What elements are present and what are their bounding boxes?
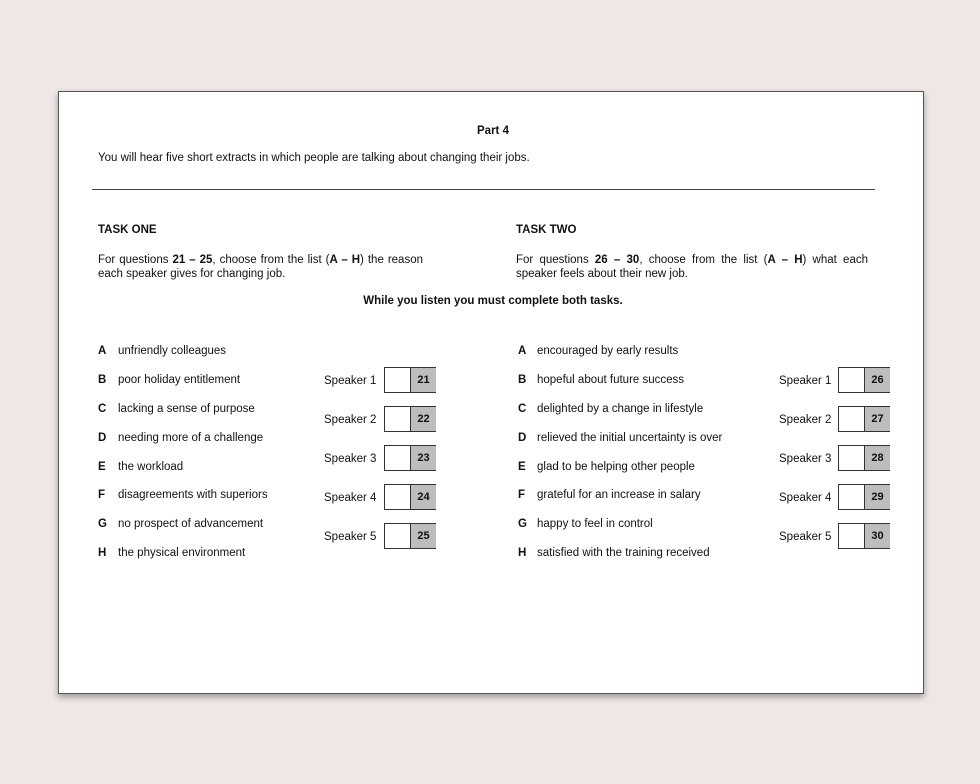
answer-box[interactable] xyxy=(384,445,436,471)
option-text: glad to be helping other people xyxy=(537,461,695,473)
option-text: delighted by a change in lifestyle xyxy=(537,403,704,415)
option-text: unfriendly colleagues xyxy=(118,345,227,357)
speaker-label: Speaker 1 xyxy=(324,375,377,387)
speaker-label: Speaker 4 xyxy=(324,492,377,504)
option-text: the physical environment xyxy=(118,547,246,559)
answer-box[interactable] xyxy=(384,367,436,393)
question-number: 21 xyxy=(410,368,436,392)
option-text: lacking a sense of purpose xyxy=(118,403,255,415)
speaker-label: Speaker 5 xyxy=(779,531,832,543)
task-two-text-mid: , choose from the list ( xyxy=(639,254,768,266)
exam-sheet xyxy=(58,91,924,694)
option-text: poor holiday entitlement xyxy=(118,374,241,386)
answer-box[interactable] xyxy=(384,406,436,432)
task-one-text-suffix: ) the reason each speaker gives for changing job. xyxy=(98,254,423,280)
option-text: no prospect of advancement xyxy=(118,518,264,530)
question-number: 22 xyxy=(410,407,436,431)
task-one-letter-range: A – H xyxy=(329,254,361,266)
option-text: hopeful about future success xyxy=(537,374,685,386)
answer-box[interactable] xyxy=(838,406,890,432)
option-letter: E xyxy=(518,461,526,473)
option-letter: C xyxy=(518,403,527,415)
answer-box[interactable] xyxy=(838,484,890,510)
task-two-question-range: 26 – 30 xyxy=(594,254,640,266)
option-letter: E xyxy=(98,461,106,473)
speaker-label: Speaker 5 xyxy=(324,531,377,543)
option-letter: D xyxy=(518,432,527,444)
option-text: disagreements with superiors xyxy=(118,489,268,501)
answer-input[interactable] xyxy=(839,368,864,392)
option-letter: A xyxy=(98,345,107,357)
option-letter: A xyxy=(518,345,527,357)
option-letter: D xyxy=(98,432,107,444)
answer-input[interactable] xyxy=(839,485,864,509)
speaker-label: Speaker 3 xyxy=(779,453,832,465)
question-number: 23 xyxy=(410,446,436,470)
answer-input[interactable] xyxy=(385,485,410,509)
option-text: satisfied with the training received xyxy=(537,547,710,559)
option-text: needing more of a challenge xyxy=(118,432,264,444)
task-two-text-suffix: ) what each speaker feels about their new job. xyxy=(516,254,868,280)
task-two-instructions xyxy=(516,254,868,281)
answer-box[interactable] xyxy=(838,367,890,393)
speaker-label: Speaker 3 xyxy=(324,453,377,465)
speaker-label: Speaker 1 xyxy=(779,375,832,387)
answer-box[interactable] xyxy=(838,523,890,549)
question-number: 25 xyxy=(410,524,436,548)
task-one-question-range: 21 – 25 xyxy=(172,254,213,266)
answer-input[interactable] xyxy=(385,407,410,431)
question-number: 27 xyxy=(864,407,890,431)
task-two-title: TASK TWO xyxy=(516,224,577,236)
intro-text: You will hear five short extracts in which people are talking about changing their jobs. xyxy=(98,152,530,164)
option-text: the workload xyxy=(118,461,184,473)
task-one-text-mid: , choose from the list ( xyxy=(212,254,330,266)
answer-input[interactable] xyxy=(839,524,864,548)
option-text: grateful for an increase in salary xyxy=(537,489,701,501)
answer-box[interactable] xyxy=(384,484,436,510)
option-letter: B xyxy=(98,374,107,386)
question-number: 29 xyxy=(864,485,890,509)
speaker-label: Speaker 4 xyxy=(779,492,832,504)
option-letter: H xyxy=(98,547,107,559)
answer-input[interactable] xyxy=(385,524,410,548)
answer-box[interactable] xyxy=(838,445,890,471)
answer-box[interactable] xyxy=(384,523,436,549)
option-letter: F xyxy=(98,489,106,501)
divider-line xyxy=(92,189,875,190)
option-letter: C xyxy=(98,403,107,415)
answer-input[interactable] xyxy=(385,446,410,470)
option-text: happy to feel in control xyxy=(537,518,653,530)
speaker-label: Speaker 2 xyxy=(324,414,377,426)
task-one-text-prefix: For questions xyxy=(98,254,173,266)
question-number: 30 xyxy=(864,524,890,548)
task-one-instructions xyxy=(98,254,423,281)
question-number: 28 xyxy=(864,446,890,470)
speaker-label: Speaker 2 xyxy=(779,414,832,426)
answer-input[interactable] xyxy=(385,368,410,392)
question-number: 24 xyxy=(410,485,436,509)
task-one-title: TASK ONE xyxy=(98,224,157,236)
option-letter: B xyxy=(518,374,527,386)
option-letter: G xyxy=(98,518,107,530)
option-letter: H xyxy=(518,547,527,559)
part-title: Part 4 xyxy=(477,125,509,137)
task-two-text-prefix: For questions xyxy=(516,254,595,266)
option-text: encouraged by early results xyxy=(537,345,679,357)
task-two-letter-range: A – H xyxy=(767,254,803,266)
answer-input[interactable] xyxy=(839,446,864,470)
option-text: relieved the initial uncertainty is over xyxy=(537,432,723,444)
answer-input[interactable] xyxy=(839,407,864,431)
option-letter: G xyxy=(518,518,527,530)
question-number: 26 xyxy=(864,368,890,392)
listen-instruction: While you listen you must complete both tasks. xyxy=(363,295,623,307)
option-letter: F xyxy=(518,489,526,501)
